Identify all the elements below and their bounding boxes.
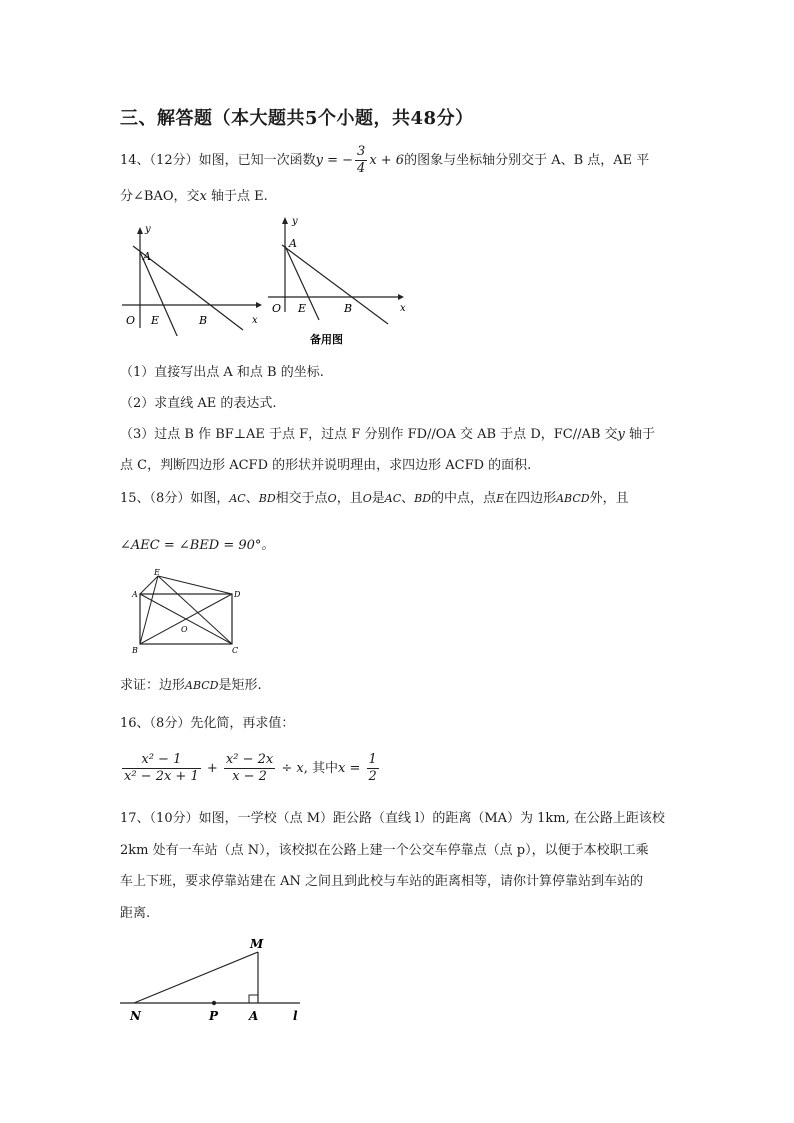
q15-prove-abcd: ABCD [185, 679, 219, 692]
q15-o2: O [362, 492, 372, 505]
q17-label-p: P [209, 1009, 219, 1023]
q15-figure [128, 566, 244, 658]
q15-prove-b: 是矩形. [218, 678, 262, 693]
q14-part3-line1 [120, 427, 655, 443]
q14-part3-a1: （3）过点 B 作 BF⊥AE 于点 F，过点 F 分别作 FD//OA 交 AB 于点 D，FC//AB 交 [120, 427, 618, 442]
q14-stem-a: 如图，已知一次函数 [198, 153, 316, 168]
q14-figure-1 [118, 218, 268, 336]
q17-seg-nm [134, 952, 258, 1003]
q17-right-angle-mark [249, 995, 258, 1003]
fig2-label-x: x [400, 303, 406, 314]
q16-stem [120, 716, 294, 732]
q15-condition: ∠AEC = ∠BED = 90°。 [120, 538, 275, 553]
q14-func-y: y [315, 153, 323, 168]
q16-where: , 其中 [303, 761, 338, 776]
q14-func-eq: = − [322, 153, 354, 168]
q16-number: 16、（8分） [120, 716, 191, 731]
q15-abcd: ABCD [556, 492, 590, 505]
q14-frac-num: 3 [357, 144, 366, 159]
fig2-label-o: O [272, 302, 282, 315]
q15-bd: BD [258, 492, 276, 505]
section-title: 三、解答题（本大题共5个小题，共48分） [120, 108, 474, 129]
q14-func-tail: x + 6 [369, 153, 405, 168]
q15-t7: 外，且 [589, 491, 629, 506]
fig1-label-x: x [252, 315, 258, 326]
fig2-label-b: B [344, 302, 353, 315]
q14-figure-2 [264, 212, 414, 348]
fig1-label-a: A [143, 250, 151, 263]
q17-label-a: A [249, 1009, 259, 1023]
q14-fraction [355, 144, 367, 177]
q14-part3-y: y [617, 427, 625, 442]
q16-f2-num: x² − 2x [225, 752, 274, 767]
fig1-label-b: B [199, 314, 208, 327]
q16-value-fraction [367, 752, 379, 785]
q15-fig-d: D [234, 590, 241, 599]
q15-fig-b: B [132, 646, 138, 655]
q16-f1-num: x² − 1 [122, 752, 201, 769]
q16-f2-den: x − 2 [232, 769, 267, 784]
q15-bd2: BD [414, 492, 432, 505]
q14-frac-den: 4 [357, 161, 366, 176]
q15-prove [120, 678, 262, 694]
fig1-label-e: E [151, 314, 160, 327]
q15-sep2: 、 [401, 491, 415, 506]
fig2-label-y: y [292, 216, 298, 227]
q15-prove-a: 求证：边形 [120, 678, 186, 693]
q15-t6: 在四边形 [504, 491, 557, 506]
q16-x-eq: x = [338, 761, 361, 776]
fig2-label-e: E [298, 302, 307, 315]
q15-ac: AC [229, 492, 246, 505]
q15-e: E [496, 492, 505, 505]
fig1-label-y: y [145, 224, 151, 235]
q16-val-num: 1 [368, 752, 377, 767]
q15-t1: 如图， [190, 491, 230, 506]
q17-line3: 车上下班，要求停靠站建在 AN 之间且到此校与车站的距离相等，请你计算停靠站到车站的 [120, 874, 644, 889]
q15-number: 15、（8分） [120, 491, 191, 506]
fig1-y-arrow [137, 227, 143, 234]
fig2-caption: 备用图 [310, 333, 343, 346]
q15-fig-c: C [232, 646, 239, 655]
q15-t5: 的中点，点 [431, 491, 497, 506]
q15-stem [120, 491, 629, 507]
q16-plus: + [206, 761, 218, 776]
q15-t2: 相交于点 [275, 491, 328, 506]
q15-ac2: AC [384, 492, 402, 505]
q14-stem-c2: 轴于点 E. [206, 189, 268, 204]
q15-fig-a: A [132, 590, 138, 599]
q17-label-n: N [130, 1009, 141, 1023]
q14-part3-a2: 轴于 [624, 427, 656, 442]
q17-line1: 17、（10分）如图，一学校（点 M）距公路（直线 l）的距离（MA）为 1km, 在公路上距该校 [120, 811, 665, 826]
q16-expression [120, 752, 381, 785]
q14-stem-b: 的图象与坐标轴分别交于 A、B 点，AE 平 [404, 153, 650, 168]
q17-figure [120, 932, 320, 1026]
q17-line4: 距离. [120, 906, 151, 921]
q15-seg-eb [140, 576, 158, 644]
q15-fig-e: E [154, 568, 160, 577]
q14-stem-line2 [120, 189, 268, 205]
q14-part1: （1）直接写出点 A 和点 B 的坐标. [120, 365, 324, 380]
q17-label-m: M [250, 937, 264, 951]
q15-fig-o: O [181, 625, 188, 634]
q14-part2: （2）求直线 AE 的表达式. [120, 396, 277, 411]
q16-val-den: 2 [368, 769, 377, 784]
q16-f1-den: x² − 2x + 1 [124, 769, 199, 784]
q14-stem-c1: 分∠BAO，交 [120, 189, 200, 204]
q15-t4: 是 [371, 491, 385, 506]
fig2-label-a: A [289, 237, 297, 250]
q15-o: O [327, 492, 337, 505]
q15-t3: ，且 [336, 491, 363, 506]
fig2-y-arrow [282, 217, 288, 224]
q16-fraction-1 [122, 752, 201, 785]
q15-seg-ed [158, 576, 232, 594]
fig2-x-arrow [398, 294, 404, 300]
q16-text: 先化简，再求值： [190, 716, 295, 731]
q17-line2: 2km 处有一车站（点 N），该校拟在公路上建一个公交车停靠点（点 p），以便于本校职工乘 [120, 843, 649, 858]
q17-label-l: l [293, 1009, 298, 1023]
q16-div-x: ÷ x [281, 761, 304, 776]
q17-point-p [212, 1001, 216, 1005]
q14-stem-c-x: x [199, 189, 207, 204]
q14-number: 14、（12分） [120, 153, 199, 168]
q15-sep: 、 [245, 491, 259, 506]
q14-part3-line2: 点 C，判断四边形 ACFD 的形状并说明理由，求四边形 ACFD 的面积. [120, 458, 532, 473]
q14-stem-line1 [120, 144, 649, 177]
fig1-x-arrow [256, 302, 262, 308]
q16-fraction-2 [224, 752, 275, 785]
fig1-label-o: O [126, 314, 136, 327]
